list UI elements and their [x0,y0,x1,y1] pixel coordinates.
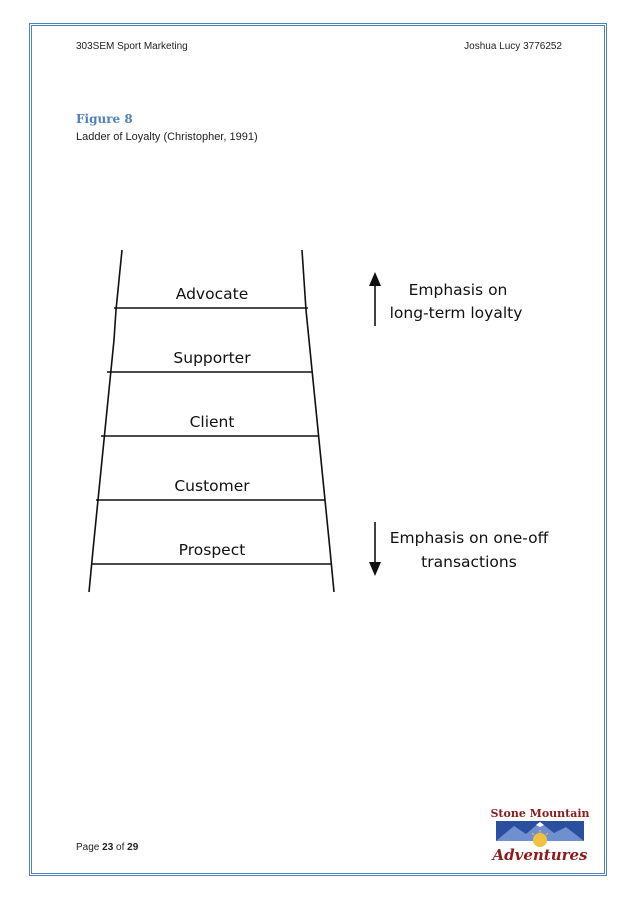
top-note-line1: Emphasis on [408,281,508,299]
rung-label-advocate: Advocate [175,285,249,303]
header-course: 303SEM Sport Marketing [76,41,188,52]
page-of: of [116,842,125,853]
rung-label-supporter: Supporter [173,349,251,367]
rung-label-client: Client [189,413,235,431]
stone-mountain-adventures-logo [488,806,592,866]
page-current: 23 [102,842,114,853]
rung-label-prospect: Prospect [178,541,246,559]
bottom-note-line1: Emphasis on one-off [389,529,549,547]
ladder-left-rail [89,250,122,592]
ladder-right-rail [302,250,334,592]
page-number [76,842,138,853]
rung-label-customer: Customer [174,477,250,495]
top-note-line2: long-term loyalty [389,304,523,322]
header-author: Joshua Lucy 3776252 [464,41,562,52]
arrow-down-icon [369,522,381,576]
ladder-of-loyalty-diagram [70,240,570,600]
page-total: 29 [127,842,139,853]
page-prefix: Page [76,842,100,853]
logo-line1: Stone Mountain [490,807,590,820]
arrow-up-icon [369,272,381,326]
figure-title: Figure 8 [76,112,133,126]
logo-line2: Adventures [492,846,588,864]
figure-caption: Ladder of Loyalty (Christopher, 1991) [76,131,258,143]
bottom-note-line2: transactions [421,553,517,571]
